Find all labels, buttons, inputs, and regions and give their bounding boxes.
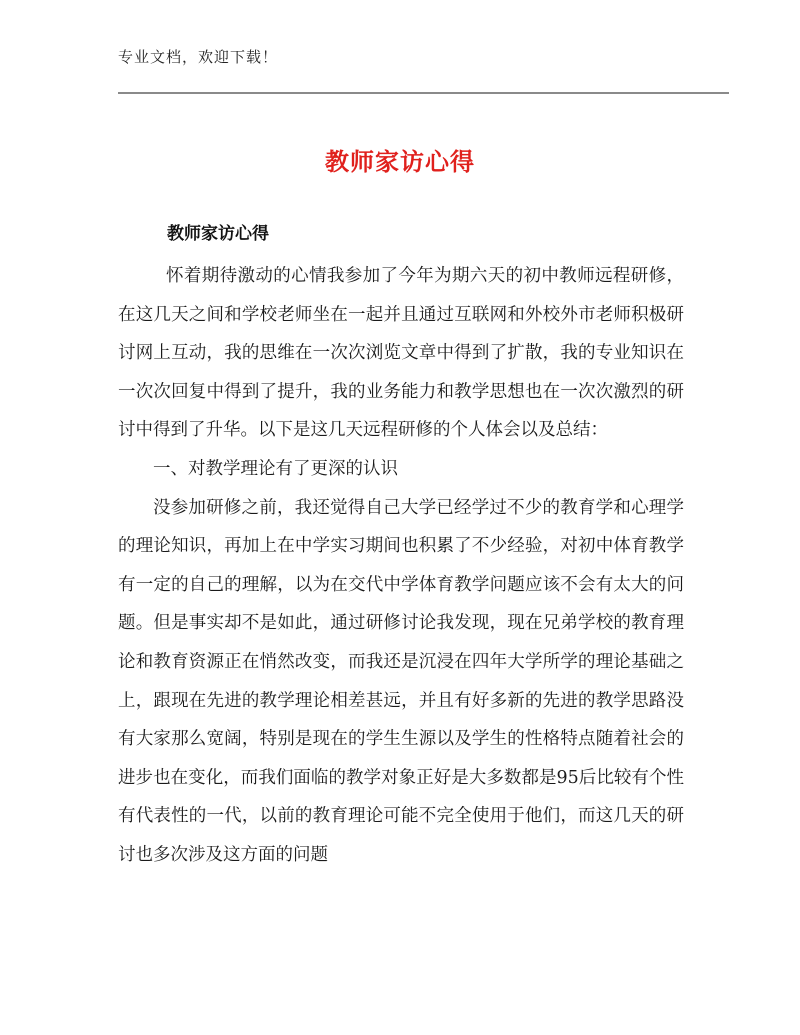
document-subtitle: 教师家访心得 [167,224,269,244]
paragraph-intro: 怀着期待激动的心情我参加了今年为期六天的初中教师远程研修，在这几天之间和学校老师坐在一起并且通过互联网和外校外市老师积极研讨网上互动，我的思维在一次次浏览文章中得到了扩散，我的专业知识在一次次回复中得到了提升，我的业务能力和教学思想也在一次次激烈的研讨中得到了升华。以下是这几天远程研修的个人体会以及总结： [118,266,684,441]
paragraph-body: 没参加研修之前，我还觉得自己大学已经学过不少的教育学和心理学的理论知识，再加上在中学实习期间也积累了不少经验，对初中体育教学有一定的自己的理解，以为在交代中学体育教学问题应该不会有太大的问题。但是事实却不是如此，通过研修讨论我发现，现在兄弟学校的教育理论和教育资源正在悄然改变，而我还是沉浸在四年大学所学的理论基础之上，跟现在先进的教学理论相差甚远，并且有好多新的先进的教学思路没有大家那么宽阔，特别是现在的学生生源以及学生的性格特点随着社会的进步也在变化，而我们面临的教学对象正好是大多数都是95后比较有个性有代表性的一代，以前的教育理论可能不完全使用于他们，而这几天的研讨也多次涉及这方面的问题 [118,497,684,865]
header-divider [118,92,729,94]
header-note: 专业文档，欢迎下载！ [118,48,279,66]
document-body [118,257,684,875]
document-title: 教师家访心得 [325,148,475,176]
section-heading: 一、对教学理论有了更深的认识 [153,458,398,479]
